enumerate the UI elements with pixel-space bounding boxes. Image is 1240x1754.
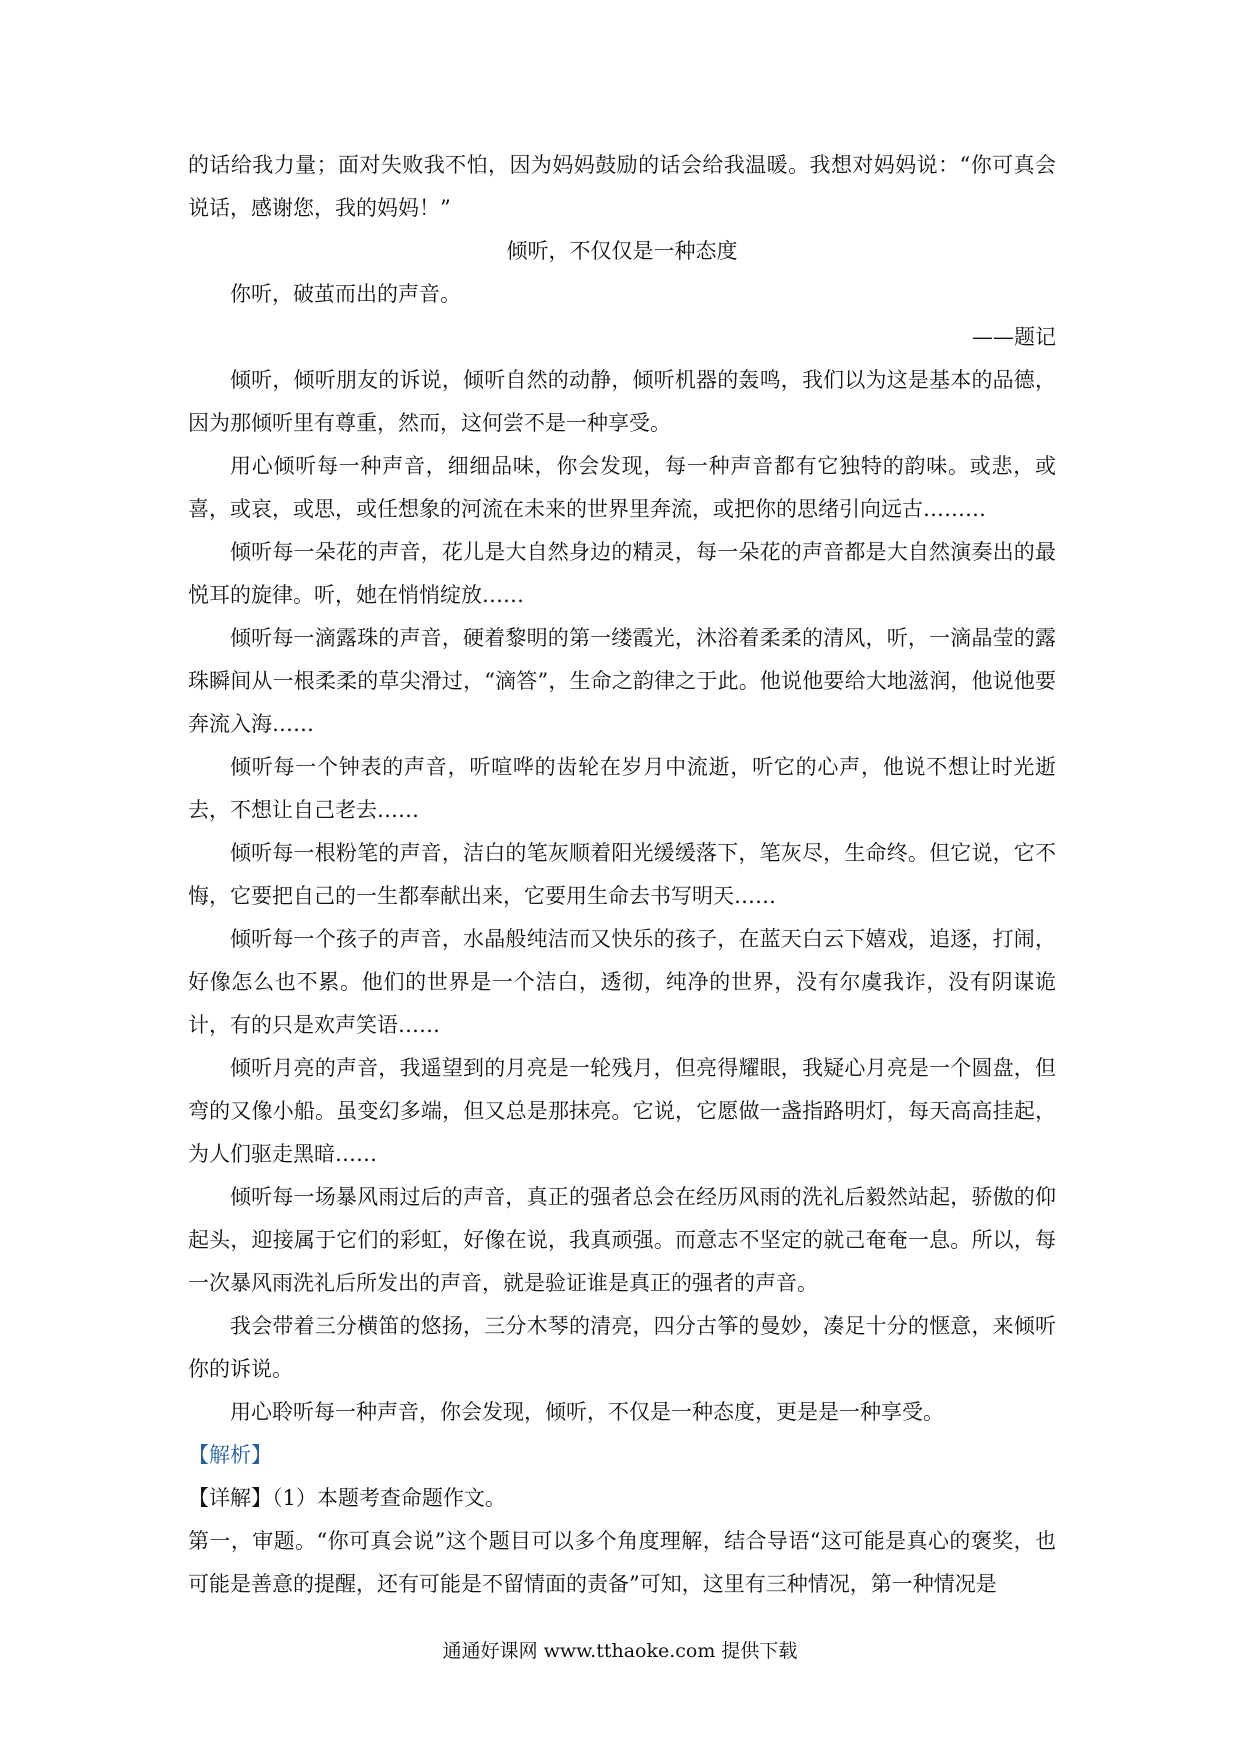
essay-paragraph: 倾听每一个孩子的声音，水晶般纯洁而又快乐的孩子，在蓝天白云下嬉戏，追逐，打闹，好像怎么也不累。他们的世界是一个洁白，透彻，纯净的世界，没有尔虞我诈，没有阴谋诡计，有的只是欢声笑语…… bbox=[188, 927, 1056, 1037]
page-footer: 通通好课网 www.tthaoke.com 提供下载 bbox=[442, 1640, 798, 1662]
detail-paragraph bbox=[188, 1477, 1056, 1520]
essay-paragraphs bbox=[188, 144, 1056, 1434]
review-paragraph: 第一，审题。“你可真会说”这个题目可以多个角度理解，结合导语“这可能是真心的褒奖，也可能是善意的提醒，还有可能是不留情面的责备”可知，这里有三种情况，第一种情况是 bbox=[188, 1529, 1056, 1596]
essay-paragraph: 我会带着三分横笛的悠扬，三分木琴的清亮，四分古筝的曼妙，凑足十分的惬意，来倾听你的诉说。 bbox=[188, 1314, 1056, 1381]
essay-paragraph: 倾听月亮的声音，我遥望到的月亮是一轮残月，但亮得耀眼，我疑心月亮是一个圆盘，但弯的又像小船。虽变幻多端，但又总是那抹亮。它说，它愿做一盏指路明灯，每天高高挂起，为人们驱走黑暗…… bbox=[188, 1056, 1056, 1166]
essay-paragraph: 倾听每一个钟表的声音，听喧哗的齿轮在岁月中流逝，听它的心声，他说不想让时光逝去，不想让自己老去…… bbox=[188, 755, 1056, 822]
essay-paragraph: 用心倾听每一种声音，细细品味，你会发现，每一种声音都有它独特的韵味。或悲，或喜，或哀，或思，或任想象的河流在未来的世界里奔流，或把你的思绪引向远古……… bbox=[188, 454, 1056, 521]
essay-paragraph: 倾听，倾听朋友的诉说，倾听自然的动静，倾听机器的轰鸣，我们以为这是基本的品德，因为那倾听里有尊重，然而，这何尝不是一种享受。 bbox=[188, 368, 1056, 435]
essay-title: 倾听，不仅仅是一种态度 bbox=[506, 239, 738, 263]
essay-paragraph: 倾听每一根粉笔的声音，洁白的笔灰顺着阳光缓缓落下，笔灰尽，生命终。但它说，它不悔，它要把自己的一生都奉献出来，它要用生命去书写明天…… bbox=[188, 841, 1056, 908]
essay-paragraph: 你听，破茧而出的声音。 bbox=[230, 282, 461, 306]
essay-paragraph: 倾听每一场暴风雨过后的声音，真正的强者总会在经历风雨的洗礼后毅然站起，骄傲的仰起头，迎接属于它们的彩虹，好像在说，我真顽强。而意志不坚定的就己奄奄一息。所以，每一次暴风雨洗礼后所发出的声音，就是验证谁是真正的强者的声音。 bbox=[188, 1185, 1056, 1295]
epigraph-attribution: ——题记 bbox=[972, 325, 1056, 349]
essay-paragraph: 用心聆听每一种声音，你会发现，倾听，不仅是一种态度，更是是一种享受。 bbox=[230, 1400, 944, 1424]
detail-tag: 【详解】 bbox=[188, 1486, 272, 1510]
essay-paragraph: 的话给我力量；面对失败我不怕，因为妈妈鼓励的话会给我温暖。我想对妈妈说：“你可真会说话，感谢您，我的妈妈！” bbox=[188, 153, 1056, 220]
essay-paragraph: 倾听每一朵花的声音，花儿是大自然身边的精灵，每一朵花的声音都是大自然演奏出的最悦耳的旋律。听，她在悄悄绽放…… bbox=[188, 540, 1056, 607]
detail-text: （1）本题考查命题作文。 bbox=[272, 1486, 506, 1510]
analysis-heading bbox=[188, 1434, 1056, 1477]
document-body bbox=[188, 144, 1056, 1606]
analysis-tag: 【解析】 bbox=[188, 1443, 272, 1467]
essay-paragraph: 倾听每一滴露珠的声音，硬着黎明的第一缕霞光，沐浴着柔柔的清风，听，一滴晶莹的露珠瞬间从一根柔柔的草尖滑过，“滴答”，生命之韵律之于此。他说他要给大地滋润，他说他要奔流入海…… bbox=[188, 626, 1056, 736]
